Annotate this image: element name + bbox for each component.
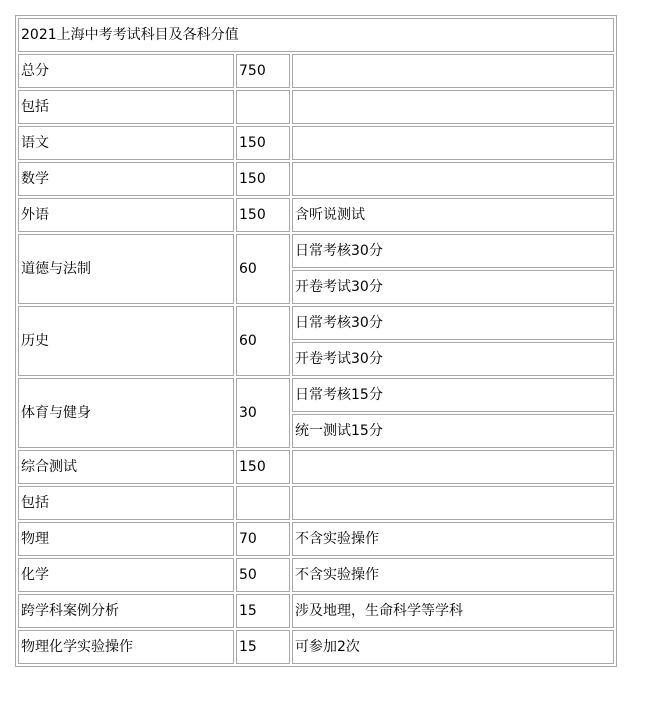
score-cell: 750 [236,54,290,88]
subject-cell: 物理 [18,522,234,556]
note-cell [292,90,614,124]
table-row [18,630,614,664]
score-cell [236,90,290,124]
note-cell: 可参加2次 [292,630,614,664]
subject-cell: 化学 [18,558,234,592]
score-cell: 150 [236,126,290,160]
table-row [18,54,614,88]
score-cell [236,486,290,520]
table-body [18,18,614,664]
table-row [18,594,614,628]
score-cell: 70 [236,522,290,556]
subject-cell: 道德与法制 [18,234,234,304]
subject-cell: 历史 [18,306,234,376]
table-row [18,126,614,160]
score-cell: 30 [236,378,290,448]
subject-score-table [15,15,617,667]
subject-cell: 体育与健身 [18,378,234,448]
note-cell [292,450,614,484]
table-title-row [18,18,614,52]
score-cell: 15 [236,594,290,628]
table-row [18,90,614,124]
note-cell: 日常考核30分 [292,306,614,340]
note-cell: 统一测试15分 [292,414,614,448]
note-cell: 含听说测试 [292,198,614,232]
score-cell: 50 [236,558,290,592]
score-cell: 15 [236,630,290,664]
subject-cell: 跨学科案例分析 [18,594,234,628]
note-cell [292,486,614,520]
subject-cell: 语文 [18,126,234,160]
table-row [18,522,614,556]
note-cell: 开卷考试30分 [292,342,614,376]
table-row [18,162,614,196]
score-cell: 150 [236,162,290,196]
table-row [18,558,614,592]
note-cell: 日常考核15分 [292,378,614,412]
subject-cell: 总分 [18,54,234,88]
note-cell: 不含实验操作 [292,558,614,592]
note-cell [292,54,614,88]
subject-cell: 物理化学实验操作 [18,630,234,664]
table-row [18,198,614,232]
note-cell [292,162,614,196]
table-row [18,378,614,412]
subject-cell: 综合测试 [18,450,234,484]
table-row [18,234,614,268]
table-row [18,306,614,340]
table-row [18,486,614,520]
subject-cell: 包括 [18,90,234,124]
score-cell: 150 [236,198,290,232]
subject-cell: 数学 [18,162,234,196]
note-cell: 开卷考试30分 [292,270,614,304]
note-cell: 涉及地理，生命科学等学科 [292,594,614,628]
subject-cell: 包括 [18,486,234,520]
score-cell: 60 [236,234,290,304]
subject-cell: 外语 [18,198,234,232]
note-cell [292,126,614,160]
note-cell: 日常考核30分 [292,234,614,268]
table-title: 2021上海中考考试科目及各科分值 [18,18,614,52]
score-cell: 60 [236,306,290,376]
table-row [18,450,614,484]
score-cell: 150 [236,450,290,484]
note-cell: 不含实验操作 [292,522,614,556]
